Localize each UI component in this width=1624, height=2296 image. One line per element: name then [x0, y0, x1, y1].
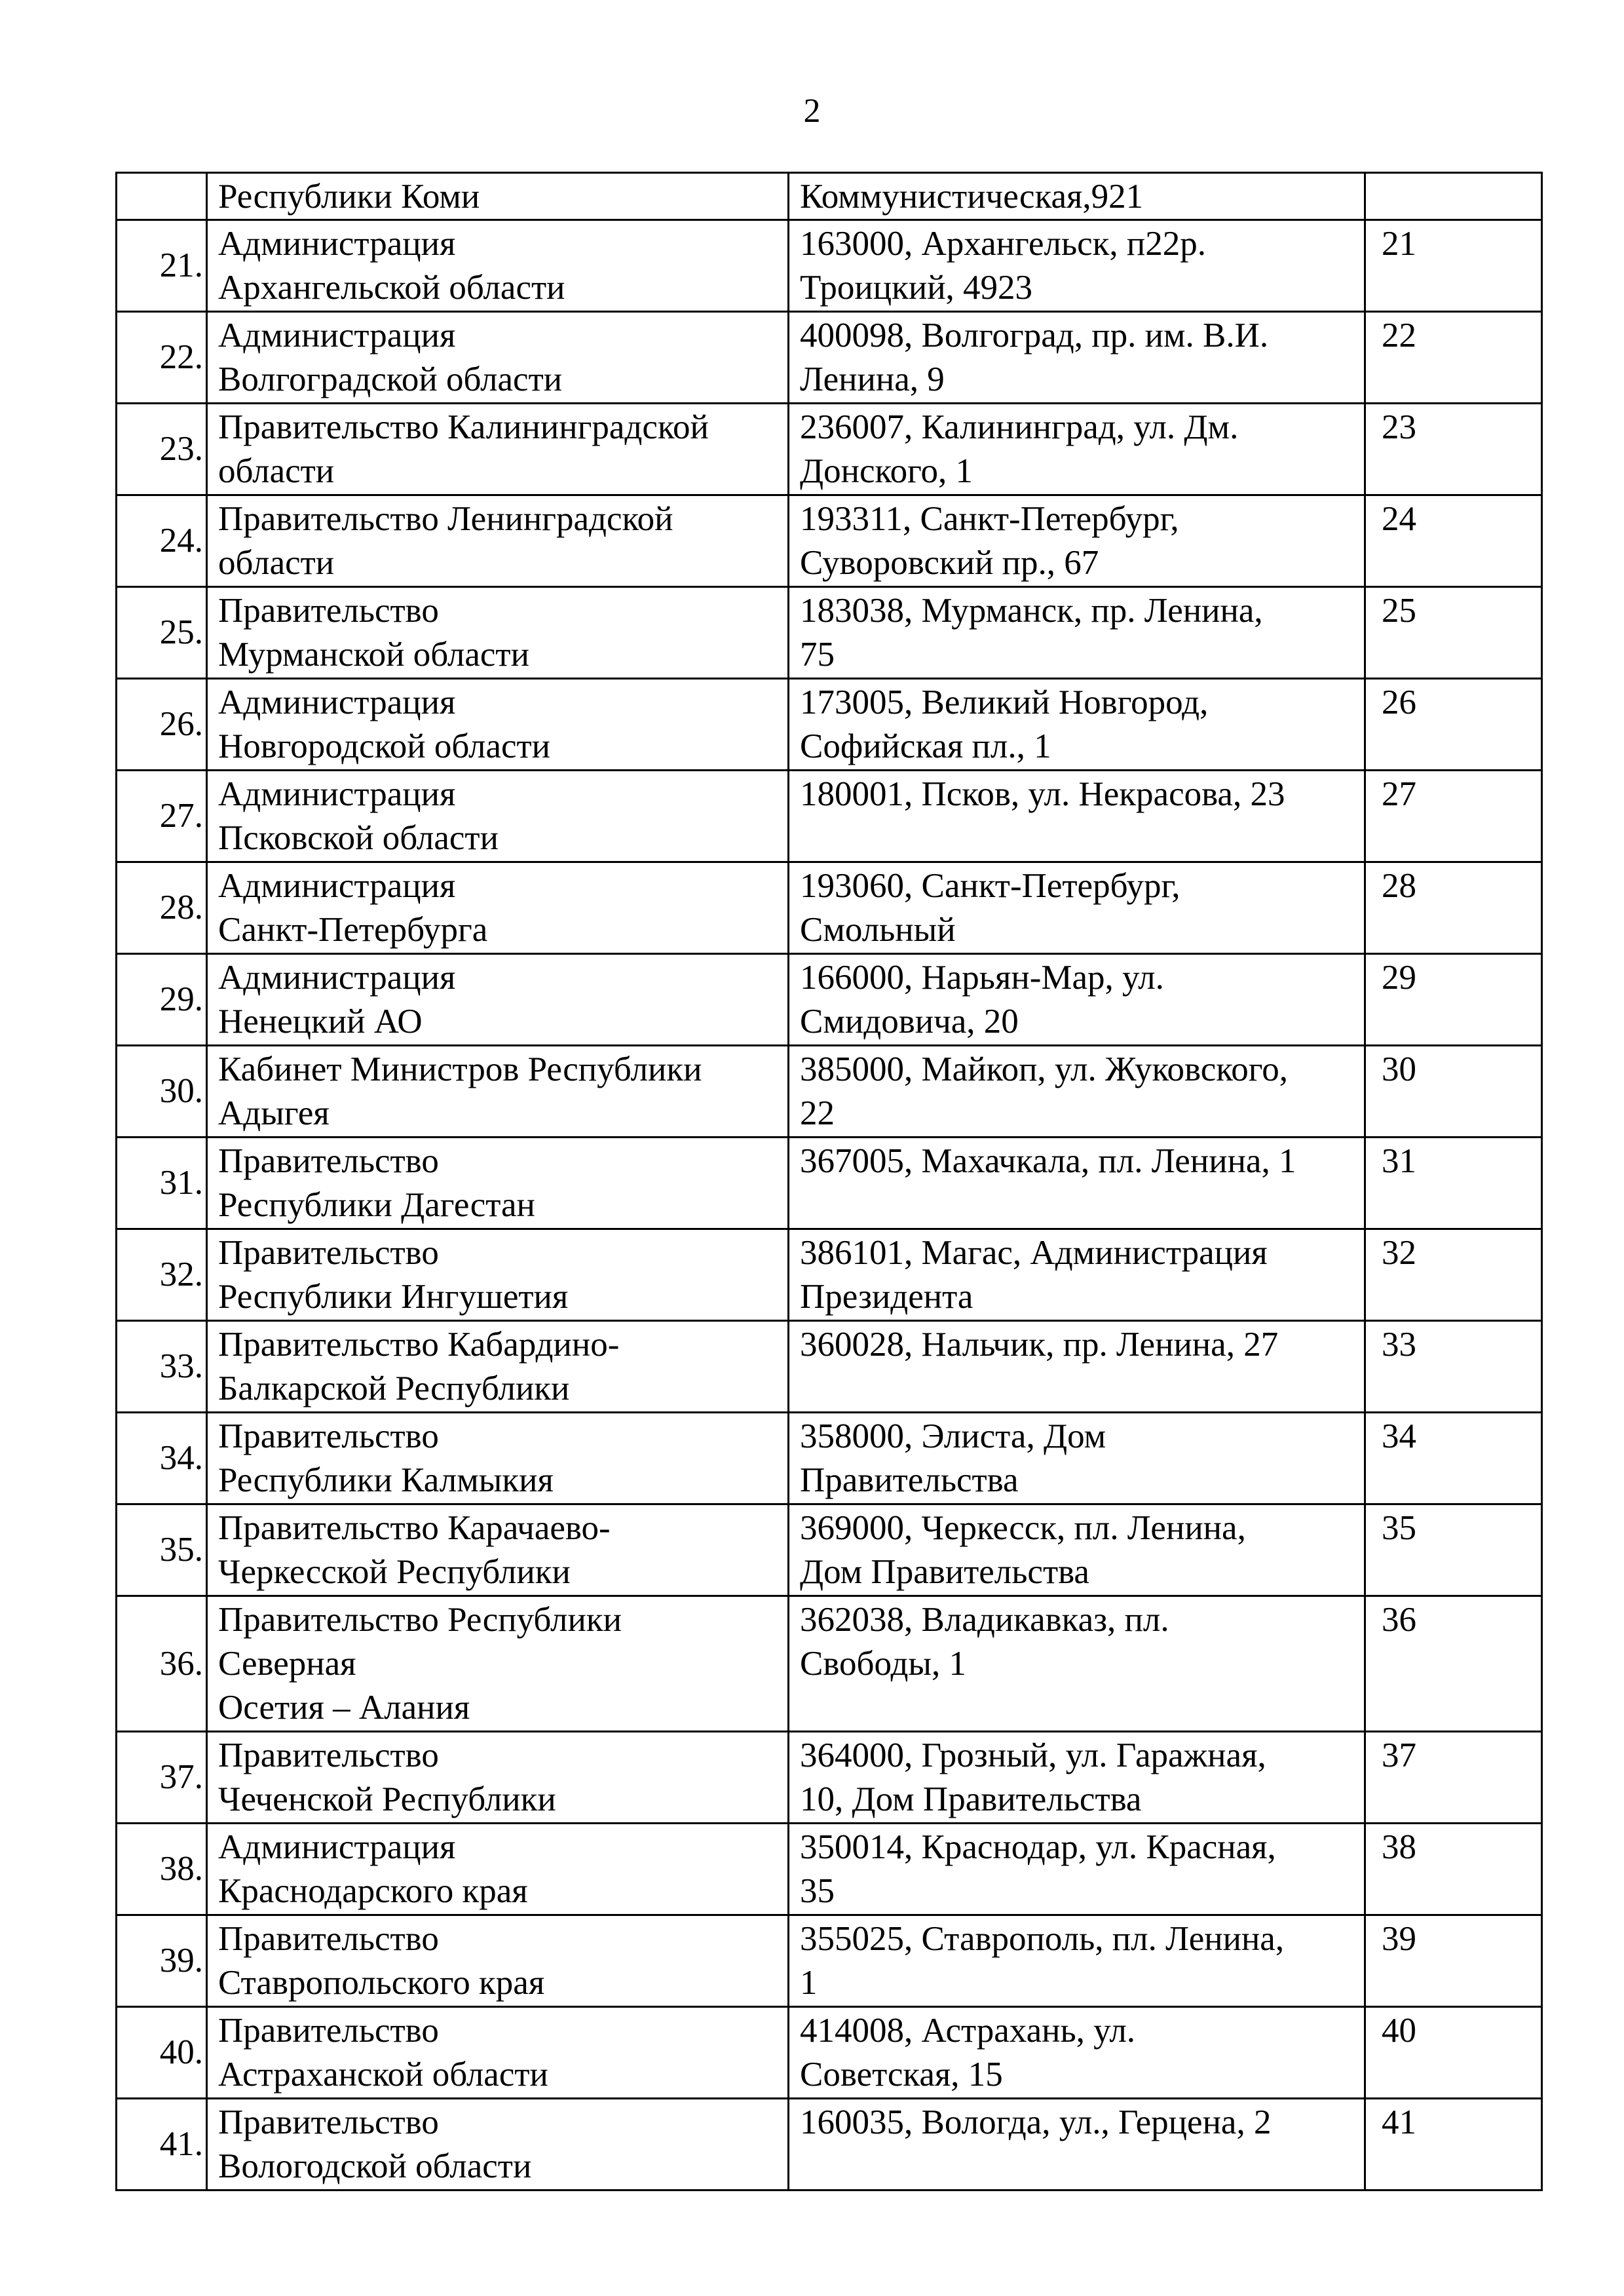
page-ref: 38 — [1365, 1824, 1542, 1915]
table-row — [117, 1046, 1542, 1138]
address: 350014, Краснодар, ул. Красная, 35 — [789, 1824, 1365, 1915]
address: 180001, Псков, ул. Некрасова, 23 — [789, 771, 1365, 862]
organization-name: Правительство Республики Калмыкия — [207, 1413, 789, 1504]
address: 362038, Владикавказ, пл. Свободы, 1 — [789, 1596, 1365, 1732]
table-row — [117, 954, 1542, 1046]
page-ref: 24 — [1365, 495, 1542, 587]
address: 355025, Ставрополь, пл. Ленина, 1 — [789, 1915, 1365, 2007]
address: 163000, Архангельск, п22р. Троицкий, 4923 — [789, 220, 1365, 312]
table-row — [117, 1321, 1542, 1413]
page-ref: 40 — [1365, 2007, 1542, 2099]
table-row — [117, 312, 1542, 404]
organization-name: Правительство Республики Дагестан — [207, 1138, 789, 1229]
address: 367005, Махачкала, пл. Ленина, 1 — [789, 1138, 1365, 1229]
table-row — [117, 2099, 1542, 2191]
page-ref: 21 — [1365, 220, 1542, 312]
page-ref: 23 — [1365, 404, 1542, 495]
table-row — [117, 1413, 1542, 1504]
page-ref: 30 — [1365, 1046, 1542, 1138]
table-row — [117, 2007, 1542, 2099]
page-ref: 26 — [1365, 679, 1542, 771]
organization-name: Правительство Ставропольского края — [207, 1915, 789, 2007]
address: 193060, Санкт-Петербург, Смольный — [789, 862, 1365, 954]
address: 386101, Магас, Администрация Президента — [789, 1229, 1365, 1321]
page-ref: 28 — [1365, 862, 1542, 954]
table-row — [117, 220, 1542, 312]
organization-name: Правительство Мурманской области — [207, 587, 789, 679]
page-ref — [1365, 173, 1542, 220]
row-number: 22. — [117, 312, 207, 404]
organization-name: Администрация Псковской области — [207, 771, 789, 862]
row-number: 34. — [117, 1413, 207, 1504]
page-ref: 27 — [1365, 771, 1542, 862]
organization-name: Республики Коми — [207, 173, 789, 220]
address: 193311, Санкт-Петербург, Суворовский пр., 67 — [789, 495, 1365, 587]
row-number: 30. — [117, 1046, 207, 1138]
address-table — [115, 172, 1543, 2191]
row-number — [117, 173, 207, 220]
page-ref: 32 — [1365, 1229, 1542, 1321]
table-row — [117, 1732, 1542, 1824]
table-row — [117, 495, 1542, 587]
page-ref: 37 — [1365, 1732, 1542, 1824]
table-row — [117, 862, 1542, 954]
organization-name: Администрация Санкт-Петербурга — [207, 862, 789, 954]
page-ref: 29 — [1365, 954, 1542, 1046]
table-row — [117, 1504, 1542, 1596]
row-number: 39. — [117, 1915, 207, 2007]
organization-name: Правительство Астраханской области — [207, 2007, 789, 2099]
organization-name: Правительство Вологодской области — [207, 2099, 789, 2191]
row-number: 38. — [117, 1824, 207, 1915]
address: Коммунистическая,921 — [789, 173, 1365, 220]
organization-name: Администрация Краснодарского края — [207, 1824, 789, 1915]
row-number: 32. — [117, 1229, 207, 1321]
row-number: 36. — [117, 1596, 207, 1732]
row-number: 33. — [117, 1321, 207, 1413]
address: 385000, Майкоп, ул. Жуковского, 22 — [789, 1046, 1365, 1138]
organization-name: Правительство Республики Ингушетия — [207, 1229, 789, 1321]
address: 183038, Мурманск, пр. Ленина, 75 — [789, 587, 1365, 679]
row-number: 41. — [117, 2099, 207, 2191]
table-row — [117, 1824, 1542, 1915]
address: 160035, Вологда, ул., Герцена, 2 — [789, 2099, 1365, 2191]
page-number: 2 — [803, 92, 821, 130]
address: 360028, Нальчик, пр. Ленина, 27 — [789, 1321, 1365, 1413]
row-number: 37. — [117, 1732, 207, 1824]
table-row — [117, 1229, 1542, 1321]
table-row — [117, 1596, 1542, 1732]
row-number: 21. — [117, 220, 207, 312]
page-ref: 41 — [1365, 2099, 1542, 2191]
page-ref: 34 — [1365, 1413, 1542, 1504]
organization-name: Администрация Новгородской области — [207, 679, 789, 771]
organization-name: Администрация Ненецкий АО — [207, 954, 789, 1046]
address: 400098, Волгоград, пр. им. В.И. Ленина, 9 — [789, 312, 1365, 404]
organization-name: Правительство Республики Северная Осетия – Алания — [207, 1596, 789, 1732]
address: 358000, Элиста, Дом Правительства — [789, 1413, 1365, 1504]
table-row — [117, 771, 1542, 862]
organization-name: Правительство Чеченской Республики — [207, 1732, 789, 1824]
row-number: 27. — [117, 771, 207, 862]
table-row — [117, 1138, 1542, 1229]
page-ref: 36 — [1365, 1596, 1542, 1732]
table-row — [117, 404, 1542, 495]
organization-name: Администрация Волгоградской области — [207, 312, 789, 404]
address: 369000, Черкесск, пл. Ленина, Дом Правительства — [789, 1504, 1365, 1596]
organization-name: Кабинет Министров Республики Адыгея — [207, 1046, 789, 1138]
row-number: 25. — [117, 587, 207, 679]
address: 364000, Грозный, ул. Гаражная, 10, Дом Правительства — [789, 1732, 1365, 1824]
row-number: 35. — [117, 1504, 207, 1596]
organization-name: Правительство Карачаево- Черкесской Республики — [207, 1504, 789, 1596]
page-ref: 22 — [1365, 312, 1542, 404]
page-ref: 39 — [1365, 1915, 1542, 2007]
page-ref: 33 — [1365, 1321, 1542, 1413]
table-row — [117, 1915, 1542, 2007]
row-number: 28. — [117, 862, 207, 954]
page-ref: 31 — [1365, 1138, 1542, 1229]
address: 166000, Нарьян-Мар, ул. Смидовича, 20 — [789, 954, 1365, 1046]
row-number: 23. — [117, 404, 207, 495]
row-number: 31. — [117, 1138, 207, 1229]
organization-name: Правительство Калининградской области — [207, 404, 789, 495]
organization-name: Правительство Кабардино- Балкарской Республики — [207, 1321, 789, 1413]
address: 414008, Астрахань, ул. Советская, 15 — [789, 2007, 1365, 2099]
table-row — [117, 173, 1542, 220]
organization-name: Администрация Архангельской области — [207, 220, 789, 312]
page-ref: 35 — [1365, 1504, 1542, 1596]
page-ref: 25 — [1365, 587, 1542, 679]
organization-name: Правительство Ленинградской области — [207, 495, 789, 587]
address: 173005, Великий Новгород, Софийская пл., 1 — [789, 679, 1365, 771]
table-row — [117, 587, 1542, 679]
row-number: 40. — [117, 2007, 207, 2099]
row-number: 26. — [117, 679, 207, 771]
table-row — [117, 679, 1542, 771]
address: 236007, Калининград, ул. Дм. Донского, 1 — [789, 404, 1365, 495]
row-number: 24. — [117, 495, 207, 587]
row-number: 29. — [117, 954, 207, 1046]
